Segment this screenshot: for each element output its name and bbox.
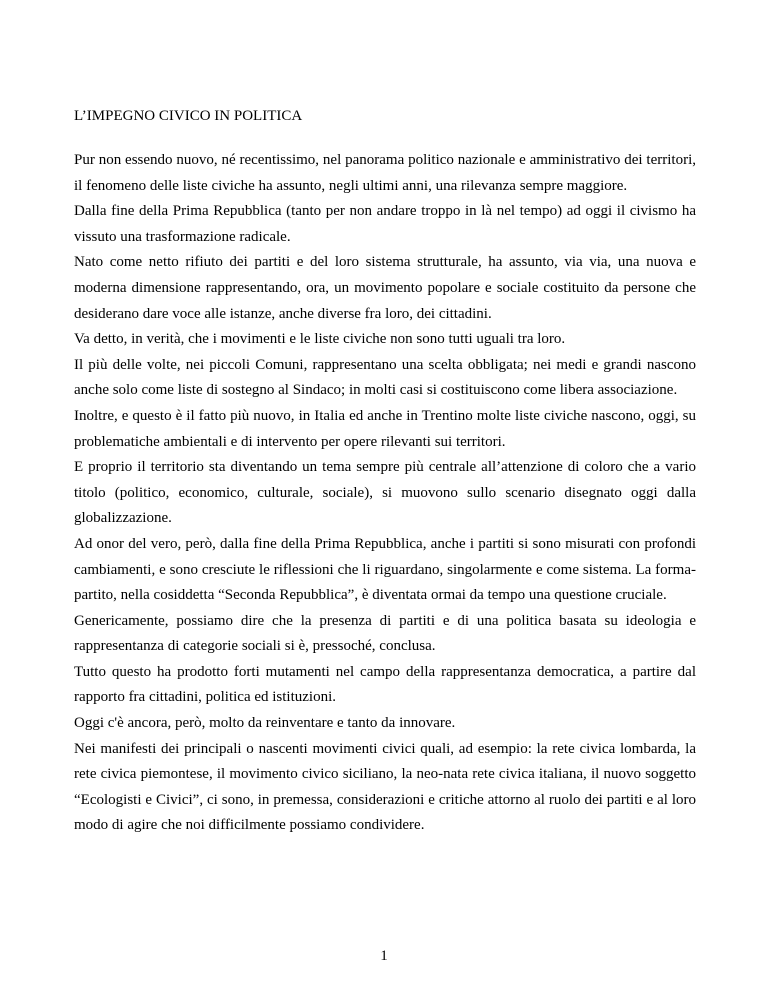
document-title: L’IMPEGNO CIVICO IN POLITICA [74,108,303,124]
paragraph: Dalla fine della Prima Repubblica (tanto per non andare troppo in là nel tempo) ad oggi il civismo ha vissuto una trasformazione radicale. [74,203,696,245]
paragraph: Ad onor del vero, però, dalla fine della Prima Repubblica, anche i partiti si sono misurati con profondi cambiamenti, e sono cresciute le riflessioni che li riguardano, singolarmente e come sistema. La forma-partito, nella cosiddetta “Seconda Repubblica”, è diventata ormai da tempo una questione cruciale. [74,535,696,604]
paragraph: Nei manifesti dei principali o nascenti movimenti civici quali, ad esempio: la rete civica lombarda, la rete civica piemontese, il movimento civico siciliano, la neo-nata rete civica italiana, il nuovo soggetto “Ecologisti e Civici”, ci sono, in premessa, considerazioni e critiche attorno al ruolo dei partiti e al loro modo di agire che noi difficilmente possiamo condividere. [74,740,696,834]
paragraph: Il più delle volte, nei piccoli Comuni, rappresentano una scelta obbligata; nei medi e grandi nascono anche solo come liste di sostegno al Sindaco; in molti casi si costituiscono come libera associazione. [74,356,696,399]
paragraph: Pur non essendo nuovo, né recentissimo, nel panorama politico nazionale e amministrativo dei territori, il fenomeno delle liste civiche ha assunto, negli ultimi anni, una rilevanza sempre maggiore. [74,152,696,194]
document-body [74,148,696,839]
paragraph: Tutto questo ha prodotto forti mutamenti nel campo della rappresentanza democratica, a partire dal rapporto fra cittadini, politica ed istituzioni. [74,663,696,706]
paragraph: Genericamente, possiamo dire che la presenza di partiti e di una politica basata su ideologia e rappresentanza di categorie sociali si è, pressoché, conclusa. [74,612,696,655]
paragraph: Va detto, in verità, che i movimenti e le liste civiche non sono tutti uguali tra loro. [74,331,566,348]
paragraph: E proprio il territorio sta diventando un tema sempre più centrale all’attenzione di coloro che a vario titolo (politico, economico, culturale, sociale), si muovono sullo scenario disegnato oggi dalla globalizzazione. [74,459,696,527]
page-number: 1 [380,948,388,964]
paragraph: Nato come netto rifiuto dei partiti e del loro sistema strutturale, ha assunto, via via, una nuova e moderna dimensione rappresentando, ora, un movimento popolare e sociale costituito da persone che desiderano dare voce alle istanze, anche diverse fra loro, dei cittadini. [74,254,696,322]
paragraph: Inoltre, e questo è il fatto più nuovo, in Italia ed anche in Trentino molte liste civiche nascono, oggi, su problematiche ambientali e di intervento per opere rilevanti sui territori. [74,407,696,450]
paragraph: Oggi c'è ancora, però, molto da reinventare e tanto da innovare. [74,715,456,732]
